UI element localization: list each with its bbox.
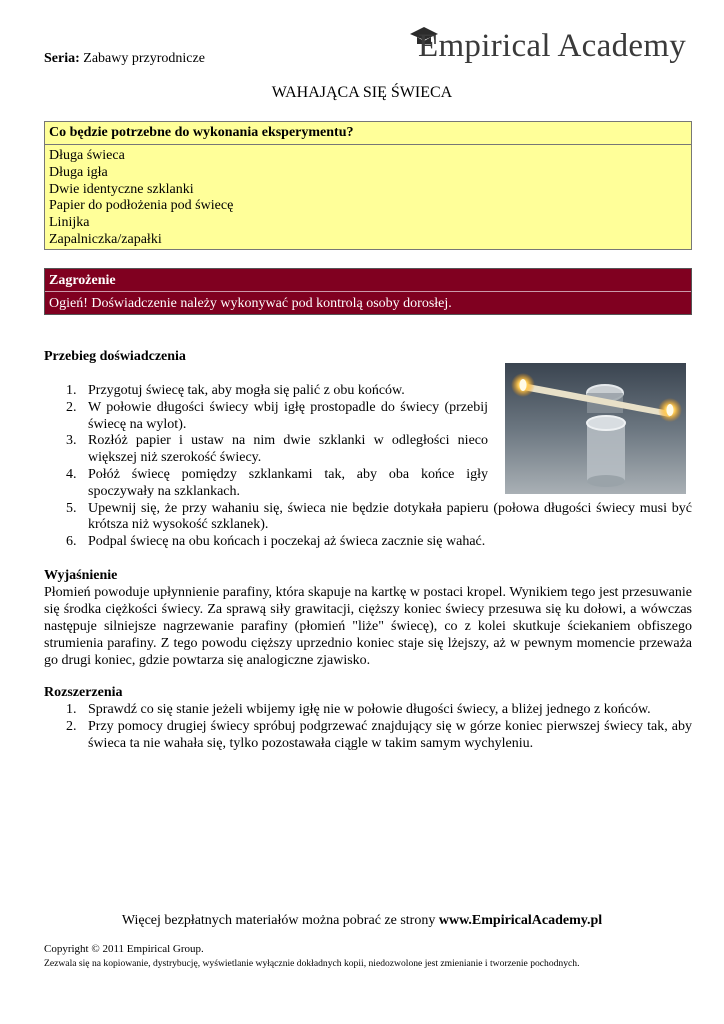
footer-more-text: Więcej bezpłatnych materiałów można pobrać ze strony — [121, 913, 436, 928]
list-item: 2. Przy pomocy drugiej świecy spróbuj podgrzewać znajdujący się w górze koniec pierwszej świecy tak, aby świeca ta nie wahała się, tylko pozostawała ciągle w takim samym wychyleniu. — [66, 718, 692, 751]
step-text: W połowie długości świecy wbij igłę prostopadle do świecy (przebij świecę na wylot). — [88, 399, 488, 432]
step-text: Podpal świecę na obu końcach i poczekaj aż świeca zacznie się wahać. — [88, 534, 486, 550]
list-item: Linijka — [49, 215, 90, 231]
step-text: Połóż świecę pomiędzy szklankami tak, aby oba końce igły spoczywały na szklankach. — [88, 466, 488, 499]
list-item: 5. Upewnij się, że przy wahaniu się, świeca nie będzie dotykała papieru (połowa długości świecy musi być krótsza niż wysokość szklanek). — [66, 500, 692, 533]
list-item: Długa świeca — [49, 148, 125, 163]
step-text: Rozłóż papier i ustaw na nim dwie szklanki w odległości nieco większej niż szerokość świecy. — [88, 433, 488, 466]
extensions-heading: Rozszerzenia — [44, 685, 123, 700]
explanation-text: Płomień powoduje upłynnienie parafiny, która skapuje na kartkę w postaci kropel. Wynikiem tego jest przesuwanie się środka ciężkości świecy. Za sprawą siły grawitacji, cięższy koniec świecy przesuwa się ku dołowi, a wówczas następuje silniejsze nagrzewanie parafiny (płomień "liże" świecę), co z kolei skutkuje ściekaniem obfiszego strumienia parafiny. Z tego powodu cięższy uprzednio koniec staje się lżejszy, aż w pewnym momencie przeważa go drugi koniec, gdzie powtarza się analogiczne zjawisko. — [44, 585, 692, 668]
extensions-list — [44, 702, 692, 752]
extension-text: Przy pomocy drugiej świecy spróbuj podgrzewać znajdujący się w górze koniec pierwszej świecy tak, aby świeca ta nie wahała się, tylko pozostawała ciągle w takim samym wychyleniu. — [88, 718, 692, 751]
hazard-text: Ogień! Doświadczenie należy wykonywać pod kontrolą osoby dorosłej. — [49, 296, 452, 311]
list-item: 6. Podpal świecę na obu końcach i poczekaj aż świeca zacznie się wahać. — [66, 534, 486, 550]
explanation-heading: Wyjaśnienie — [44, 568, 118, 583]
hazard-box — [44, 268, 692, 315]
logo — [408, 22, 698, 72]
step-text: Upewnij się, że przy wahaniu się, świeca nie będzie dotykała papieru (połowa długości świecy musi być krótsza niż wysokość szklanek). — [88, 500, 692, 533]
procedure-list — [44, 383, 692, 551]
list-item: 2. W połowie długości świecy wbij igłę prostopadle do świecy (przebij świecę na wylot). — [66, 399, 488, 432]
materials-list — [45, 145, 691, 249]
list-item: Dwie identyczne szklanki — [49, 181, 194, 197]
logo-text: Empirical Academy — [418, 28, 687, 64]
list-item: 1. Przygotuj świecę tak, aby mogła się palić z obu końców. — [66, 383, 405, 398]
series-value: Zabawy przyrodnicze — [83, 51, 205, 66]
footer-site-link[interactable]: www.EmpiricalAcademy.pl — [438, 913, 603, 928]
hazard-heading: Zagrożenie — [45, 269, 691, 292]
list-item: Długa igła — [49, 164, 108, 180]
copyright: Copyright © 2011 Empirical Group. — [44, 943, 204, 955]
list-item: 4. Połóż świecę pomiędzy szklankami tak, aby oba końce igły spoczywały na szklankach. — [66, 466, 488, 499]
series-line — [44, 51, 205, 67]
license-text: Zezwala się na kopiowanie, dystrybucję, wyświetlanie wyłącznie dokładnych kopii, niedozwolone jest zmienianie i tworzenie pochodnych. — [44, 958, 580, 969]
procedure-heading: Przebieg doświadczenia — [44, 349, 186, 364]
materials-box — [44, 121, 692, 250]
list-item: Papier do podłożenia pod świecę — [49, 198, 234, 214]
extension-text: Sprawdź co się stanie jeżeli wbijemy igłę nie w połowie długości świecy, a bliżej jednego z końców. — [88, 702, 651, 717]
list-item: Zapalniczka/zapałki — [49, 231, 162, 247]
list-item: 1. Sprawdź co się stanie jeżeli wbijemy igłę nie w połowie długości świecy, a bliżej jednego z końców. — [66, 702, 651, 717]
list-item: 3. Rozłóż papier i ustaw na nim dwie szklanki w odległości nieco większej niż szerokość świecy. — [66, 433, 488, 466]
materials-heading: Co będzie potrzebne do wykonania eksperymentu? — [45, 122, 691, 145]
series-label: Seria: — [44, 51, 80, 66]
step-text: Przygotuj świecę tak, aby mogła się palić z obu końców. — [88, 383, 405, 398]
page-title: WAHAJĄCA SIĘ ŚWIECA — [271, 84, 453, 101]
footer-more — [0, 913, 724, 929]
